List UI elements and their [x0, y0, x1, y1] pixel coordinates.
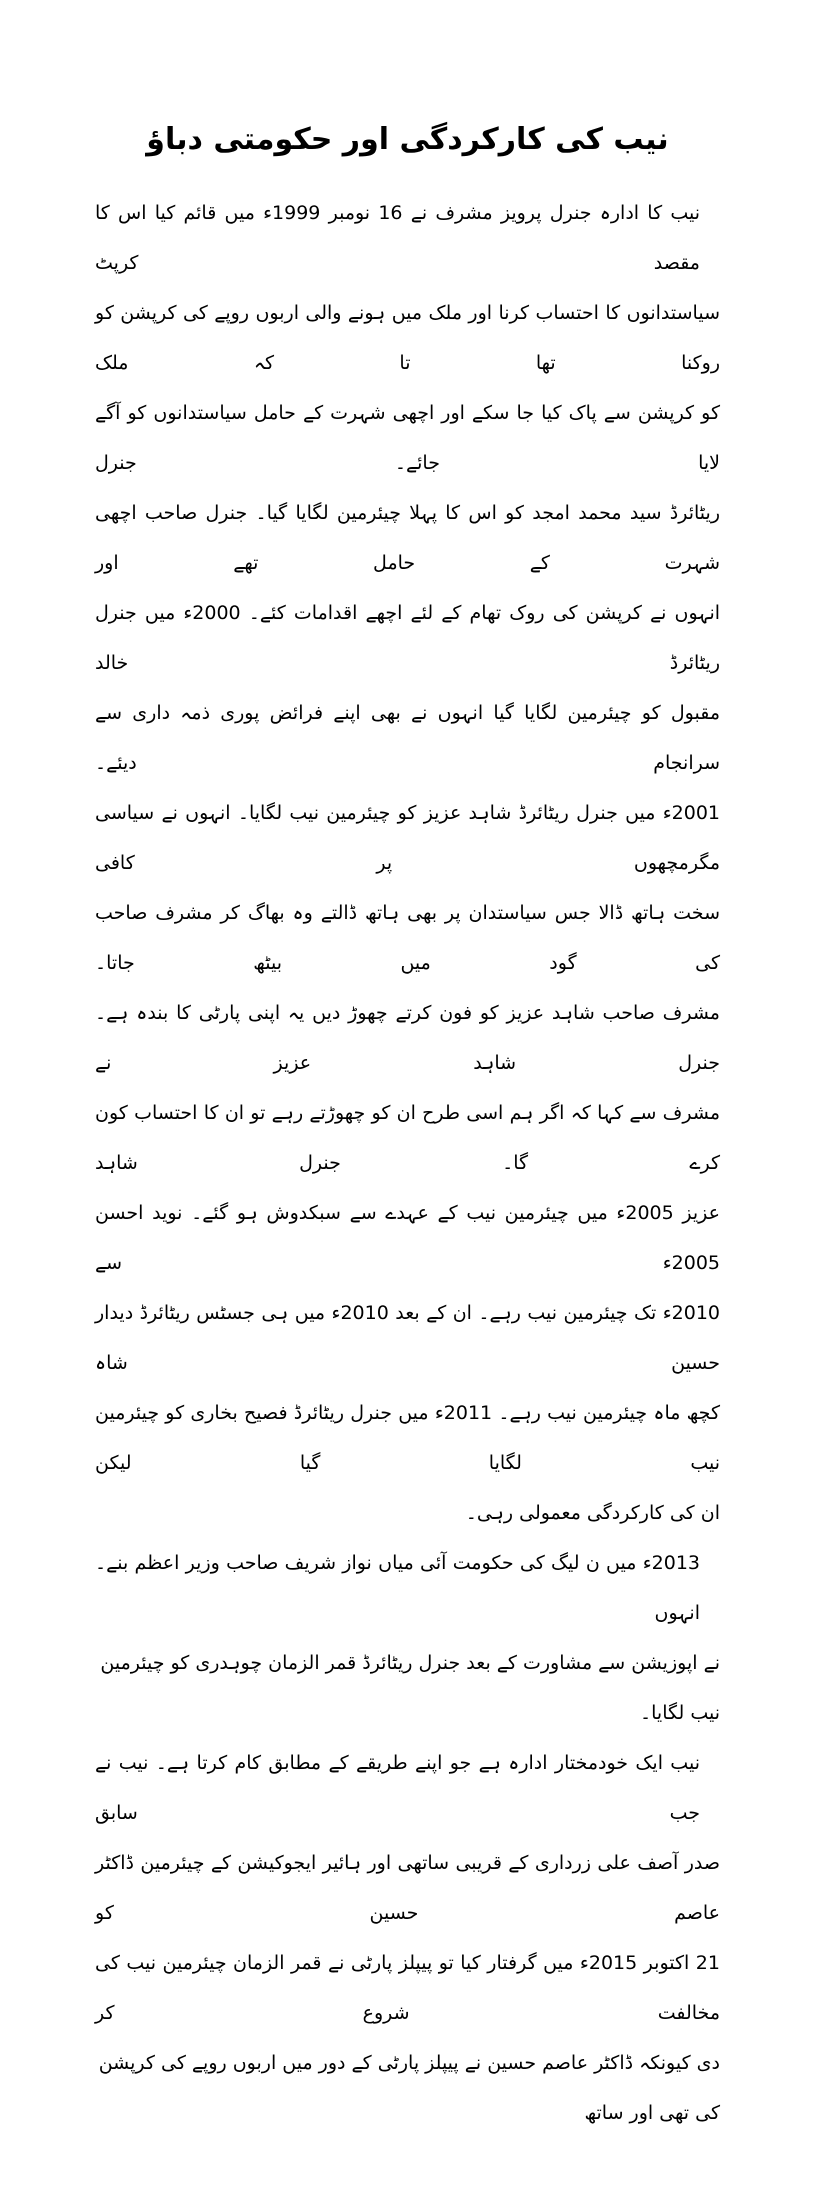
text-line: سیاستدانوں کا احتساب کرنا اور ملک میں ہونے والی اربوں روپے کی کرپشن کو روکنا تھا تا کہ ملک — [95, 302, 720, 374]
text-line: 2013ء میں ن لیگ کی حکومت آئی میاں نواز شریف صاحب وزیر اعظم بنے۔ انہوں — [95, 1552, 700, 1624]
text-line: ریٹائرڈ سید محمد امجد کو اس کا پہلا چیئرمین لگایا گیا۔ جنرل صاحب اچھی شہرت کے حامل تھے اور — [95, 502, 720, 574]
text-line: مشرف سے کہا کہ اگر ہم اسی طرح ان کو چھوڑتے رہے تو ان کا احتساب کون کرے گا۔ جنرل شاہد — [95, 1102, 720, 1174]
text-line: نیب ایک خودمختار ادارہ ہے جو اپنے طریقے کے مطابق کام کرتا ہے۔ نیب نے جب سابق — [95, 1752, 700, 1824]
text-line: کچھ ماہ چیئرمین نیب رہے۔ 2011ء میں جنرل ریٹائرڈ فصیح بخاری کو چیئرمین نیب لگایا گیا لیکن — [95, 1402, 720, 1474]
text-line: دی کیونکہ ڈاکٹر عاصم حسین نے پیپلز پارٹی کے دور میں اربوں روپے کی کرپشن کی تھی اور ساتھ — [98, 2052, 720, 2124]
text-line: 2010ء تک چیئرمین نیب رہے۔ ان کے بعد 2010ء میں ہی جسٹس ریٹائرڈ دیدار حسین شاہ — [95, 1302, 720, 1374]
text-line: کو کرپشن سے پاک کیا جا سکے اور اچھی شہرت کے حامل سیاستدانوں کو آگے لایا جائے۔ جنرل — [95, 402, 720, 474]
text-line: صدر آصف علی زرداری کے قریبی ساتھی اور ہائیر ایجوکیشن کے چیئرمین ڈاکٹر عاصم حسین کو — [95, 1852, 720, 1924]
text-line: مقبول کو چیئرمین لگایا گیا انہوں نے بھی اپنے فرائض پوری ذمہ داری سے سرانجام دیئے۔ — [95, 702, 720, 774]
text-line: 21 اکتوبر 2015ء میں گرفتار کیا تو پیپلز پارٹی نے قمر الزمان چیئرمین نیب کی مخالفت شروع کر — [95, 1952, 720, 2024]
text-line: 2001ء میں جنرل ریٹائرڈ شاہد عزیز کو چیئرمین نیب لگایا۔ انہوں نے سیاسی مگرمچھوں پر کافی — [95, 802, 720, 874]
text-line: مشرف صاحب شاہد عزیز کو فون کرتے چھوڑ دیں یہ اپنی پارٹی کا بندہ ہے۔ جنرل شاہد عزیز نے — [95, 1002, 720, 1074]
text-line: انہوں نے کرپشن کی روک تھام کے لئے اچھے اقدامات کئے۔ 2000ء میں جنرل ریٹائرڈ خالد — [95, 602, 721, 674]
page-title: نیب کی کارکردگی اور حکومتی دباؤ — [146, 122, 669, 157]
text-line: ان کی کارکردگی معمولی رہی۔ — [465, 1502, 720, 1524]
text-line: سخت ہاتھ ڈالا جس سیاستدان پر بھی ہاتھ ڈالتے وہ بھاگ کر مشرف صاحب کی گود میں بیٹھ جاتا۔ — [95, 902, 720, 974]
text-line: عزیز 2005ء میں چیئرمین نیب کے عہدے سے سبکدوش ہو گئے۔ نوید احسن 2005ء سے — [95, 1202, 720, 1274]
text-line: نیب کا ادارہ جنرل پرویز مشرف نے 16 نومبر 1999ء میں قائم کیا اس کا مقصد کرپٹ — [95, 202, 701, 274]
text-line: نے اپوزیشن سے مشاورت کے بعد جنرل ریٹائرڈ قمر الزمان چوہدری کو چیئرمین نیب لگایا۔ — [100, 1652, 720, 1724]
